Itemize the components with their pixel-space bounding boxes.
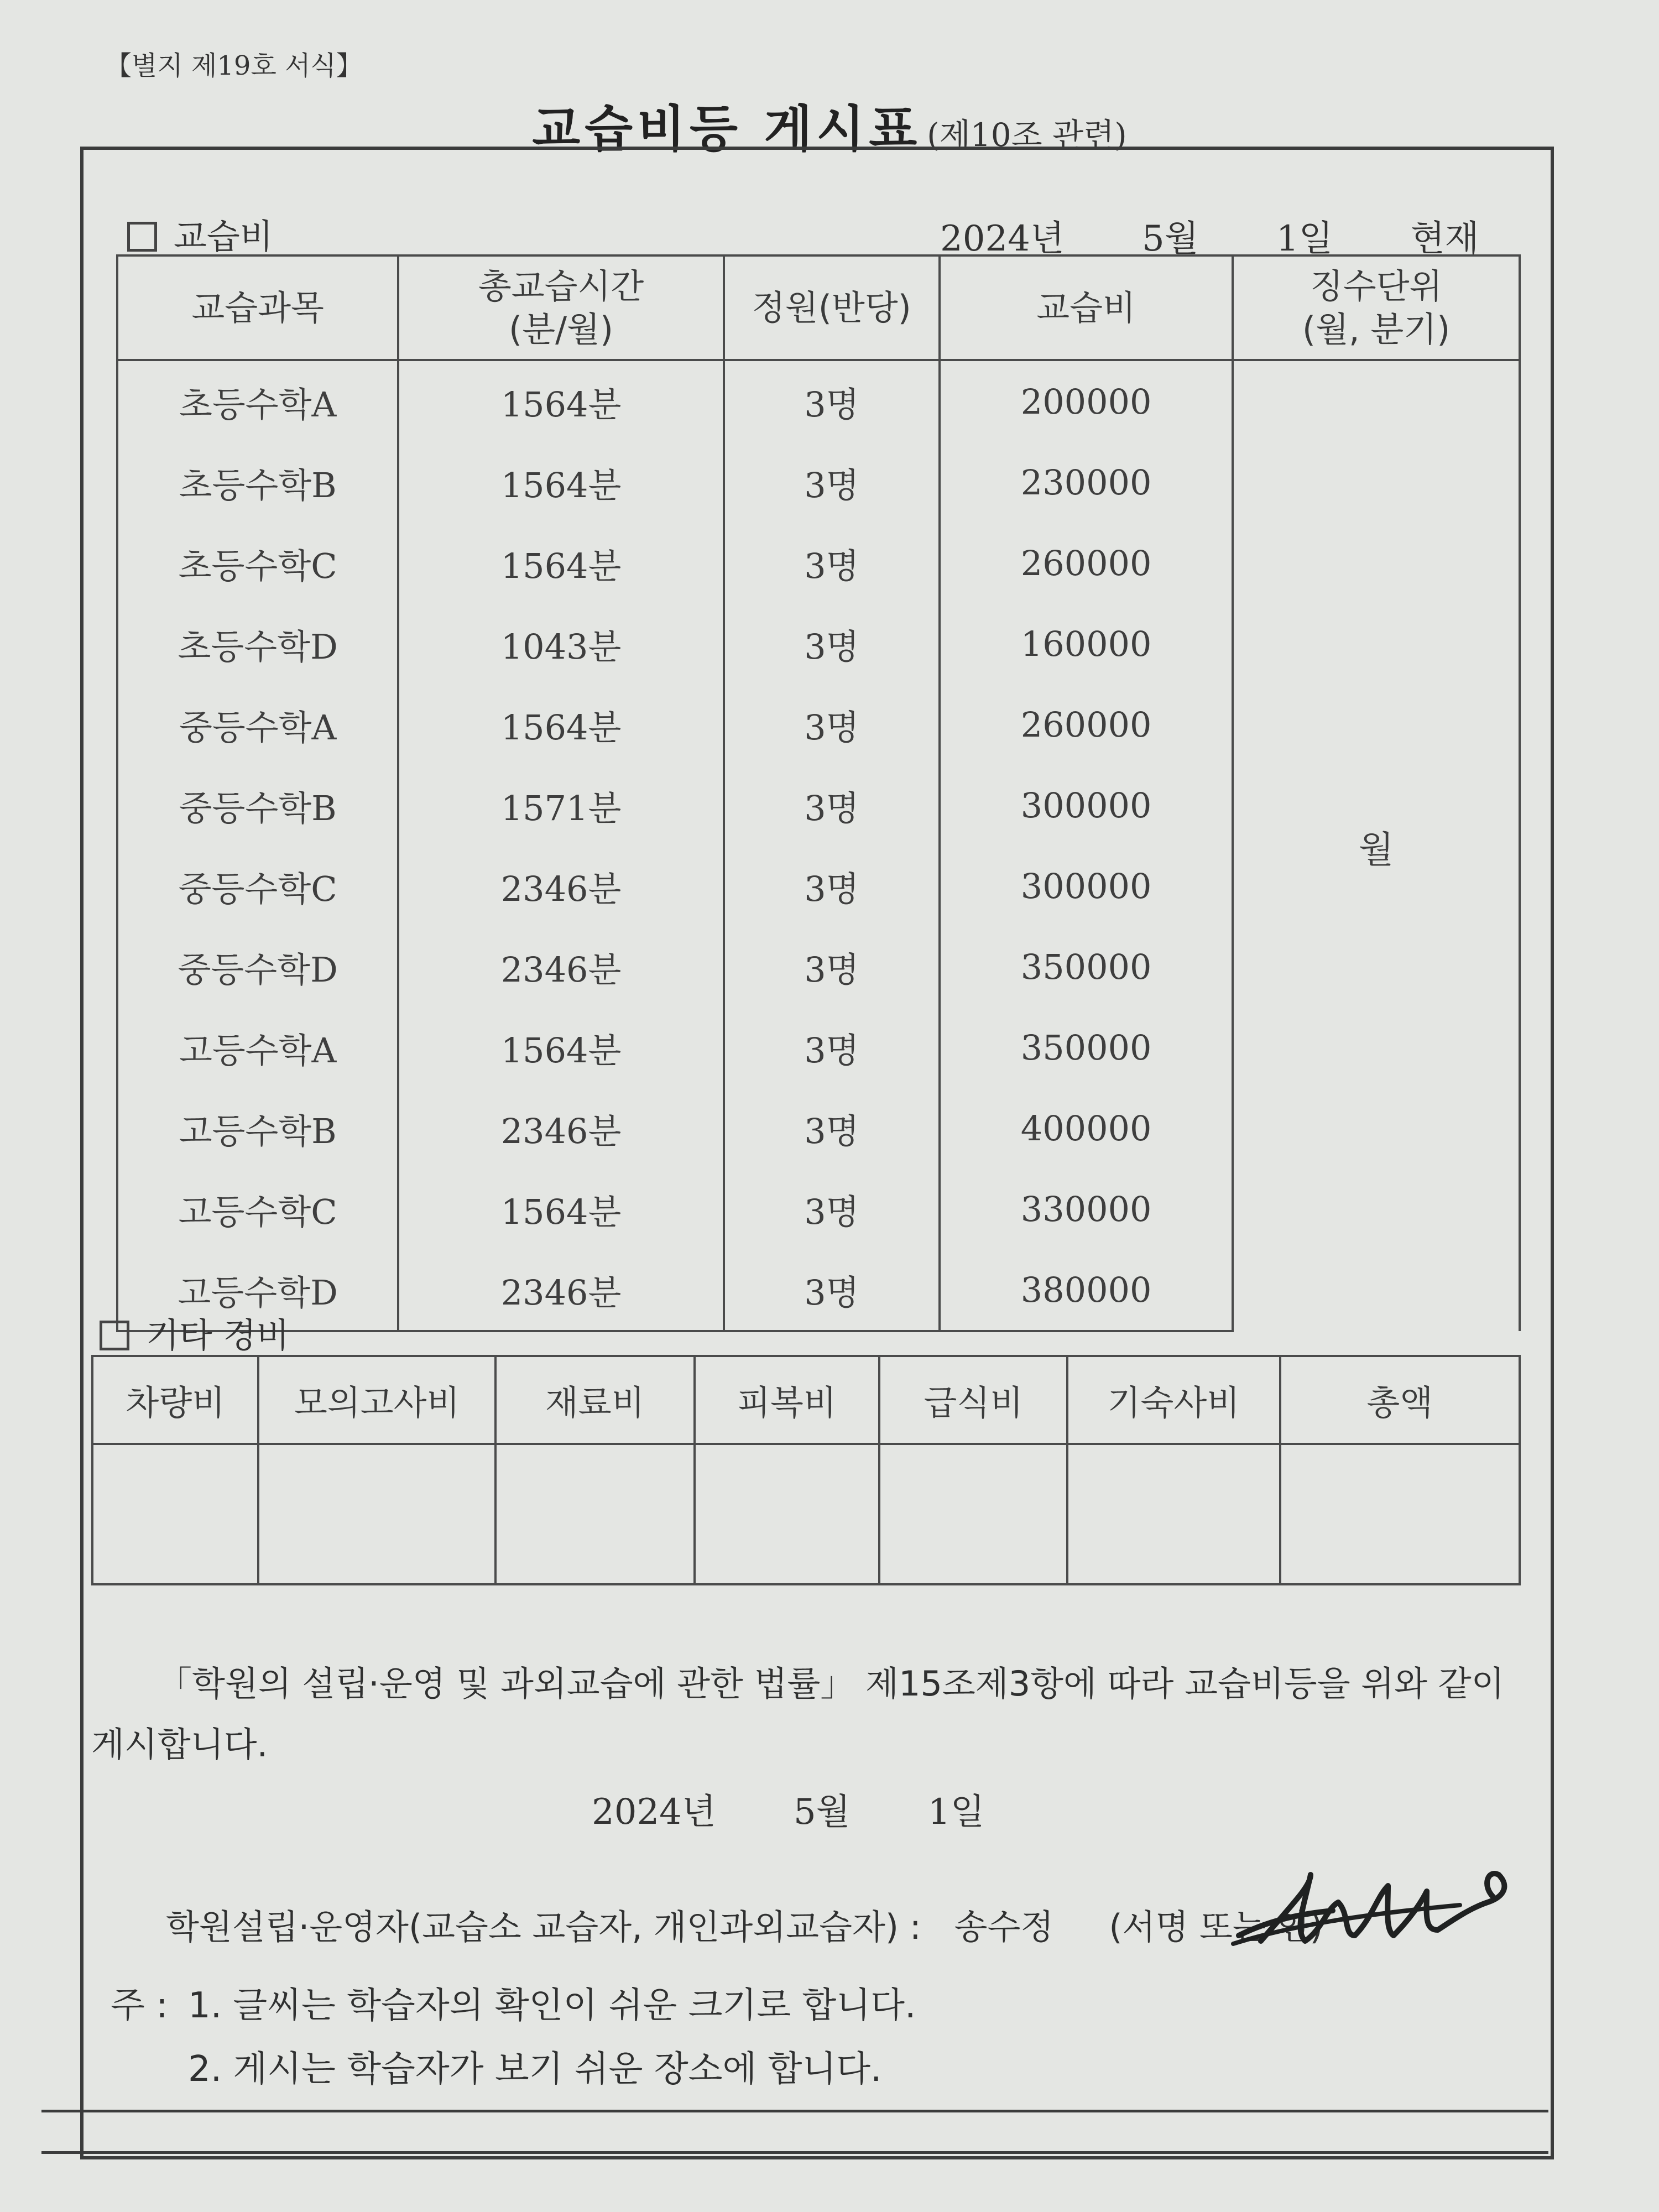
cell-capacity: 3명 <box>724 846 940 926</box>
cell-capacity: 3명 <box>724 765 940 846</box>
cell-subject: 초등수학B <box>117 442 398 523</box>
cell-capacity: 3명 <box>724 1007 940 1088</box>
cell-unit: 월 <box>1233 360 1520 1331</box>
cell-total-time: 1564분 <box>398 1168 724 1249</box>
cell-capacity: 3명 <box>724 1249 940 1331</box>
cell-subject: 중등수학C <box>117 846 398 926</box>
cell-subject: 고등수학B <box>117 1088 398 1168</box>
statement-paragraph: 「학원의 설립·운영 및 과외교습에 관한 법률」 제15조제3항에 따라 교습비등을 위와 같이 게시합니다. <box>91 1663 1505 1765</box>
cell-fee: 230000 <box>940 442 1233 523</box>
cell-total-time: 2346분 <box>398 1249 724 1331</box>
tuition-section-heading <box>127 209 273 258</box>
other-header-cell: 급식비 <box>879 1356 1067 1444</box>
cell-fee: 260000 <box>940 523 1233 603</box>
cell-subject: 중등수학D <box>117 926 398 1007</box>
other-header-cell: 총액 <box>1280 1356 1520 1444</box>
other-value-cell <box>495 1444 695 1584</box>
notes-block <box>111 1974 916 2101</box>
header-total-time: 총교습시간 (분/월) <box>398 255 724 360</box>
sign-date: 2024년 5월 1일 <box>592 1792 985 1833</box>
cell-fee: 380000 <box>940 1249 1233 1331</box>
cell-subject: 고등수학D <box>117 1249 398 1331</box>
seal-label: (서명 또는 인) <box>1109 1907 1323 1947</box>
other-header-cell: 기숙사비 <box>1067 1356 1280 1444</box>
cell-total-time: 1043분 <box>398 603 724 684</box>
other-expenses-table <box>91 1355 1521 1585</box>
header-capacity: 정원(반당) <box>724 255 940 360</box>
other-value-cell <box>258 1444 495 1584</box>
cell-fee: 160000 <box>940 603 1233 684</box>
operator-name: 송수정 <box>954 1907 1054 1947</box>
cell-total-time: 1564분 <box>398 684 724 765</box>
cell-total-time: 1564분 <box>398 360 724 442</box>
cell-fee: 350000 <box>940 926 1233 1007</box>
bottom-rule <box>41 2110 1548 2112</box>
note-item: 2. 게시는 학습자가 보기 쉬운 장소에 합니다. <box>188 2049 882 2090</box>
cell-fee: 350000 <box>940 1007 1233 1088</box>
cell-subject: 초등수학A <box>117 360 398 442</box>
cell-total-time: 1571분 <box>398 765 724 846</box>
other-header-cell: 피복비 <box>695 1356 880 1444</box>
cell-capacity: 3명 <box>724 442 940 523</box>
cell-total-time: 2346분 <box>398 926 724 1007</box>
cell-capacity: 3명 <box>724 1088 940 1168</box>
tuition-table <box>116 254 1521 1332</box>
other-value-cell <box>879 1444 1067 1584</box>
cell-capacity: 3명 <box>724 684 940 765</box>
header-subject: 교습과목 <box>117 255 398 360</box>
cell-fee: 260000 <box>940 684 1233 765</box>
cell-capacity: 3명 <box>724 926 940 1007</box>
title-main: 교습비등 게시표 <box>532 100 922 158</box>
cell-total-time: 2346분 <box>398 846 724 926</box>
cell-total-time: 1564분 <box>398 523 724 603</box>
other-header-row <box>92 1356 1520 1444</box>
cell-fee: 300000 <box>940 846 1233 926</box>
checkbox-icon <box>100 1321 129 1350</box>
other-header-cell: 재료비 <box>495 1356 695 1444</box>
tuition-row <box>117 360 1520 442</box>
cell-total-time: 1564분 <box>398 442 724 523</box>
cell-capacity: 3명 <box>724 523 940 603</box>
cell-fee: 400000 <box>940 1088 1233 1168</box>
cell-fee: 300000 <box>940 765 1233 846</box>
header-fee: 교습비 <box>940 255 1233 360</box>
form-number-label: 【별지 제19호 서식】 <box>105 50 363 81</box>
bottom-rule-2 <box>41 2151 1548 2154</box>
as-of-date: 2024년 5월 1일 현재 <box>940 218 1479 259</box>
operator-label: 학원설립·운영자(교습소 교습자, 개인과외교습자) : <box>166 1907 921 1947</box>
other-heading-text: 기타 경비 <box>146 1315 290 1355</box>
other-value-cell <box>1280 1444 1520 1584</box>
cell-subject: 초등수학C <box>117 523 398 603</box>
cell-capacity: 3명 <box>724 1168 940 1249</box>
notes-prefix: 주 : <box>111 1985 168 2026</box>
other-value-row <box>92 1444 1520 1584</box>
cell-subject: 중등수학A <box>117 684 398 765</box>
cell-subject: 고등수학A <box>117 1007 398 1088</box>
checkbox-icon <box>127 222 157 252</box>
other-header-cell: 모의고사비 <box>258 1356 495 1444</box>
cell-subject: 초등수학D <box>117 603 398 684</box>
title-sub: (제10조 관련) <box>927 116 1127 154</box>
cell-fee: 330000 <box>940 1168 1233 1249</box>
other-value-cell <box>1067 1444 1280 1584</box>
note-item: 1. 글씨는 학습자의 확인이 쉬운 크기로 합니다. <box>188 1985 916 2026</box>
cell-capacity: 3명 <box>724 603 940 684</box>
operator-line <box>166 1900 1323 1949</box>
cell-total-time: 1564분 <box>398 1007 724 1088</box>
tuition-header-row <box>117 255 1520 360</box>
handwritten-signature <box>1228 1853 1515 1963</box>
cell-subject: 중등수학B <box>117 765 398 846</box>
cell-total-time: 2346분 <box>398 1088 724 1168</box>
other-value-cell <box>92 1444 258 1584</box>
cell-fee: 200000 <box>940 360 1233 442</box>
header-unit: 징수단위 (월, 분기) <box>1233 255 1520 360</box>
cell-capacity: 3명 <box>724 360 940 442</box>
other-section-heading <box>100 1308 289 1357</box>
cell-subject: 고등수학C <box>117 1168 398 1249</box>
other-value-cell <box>695 1444 880 1584</box>
tuition-heading-text: 교습비 <box>174 216 273 257</box>
other-header-cell: 차량비 <box>92 1356 258 1444</box>
